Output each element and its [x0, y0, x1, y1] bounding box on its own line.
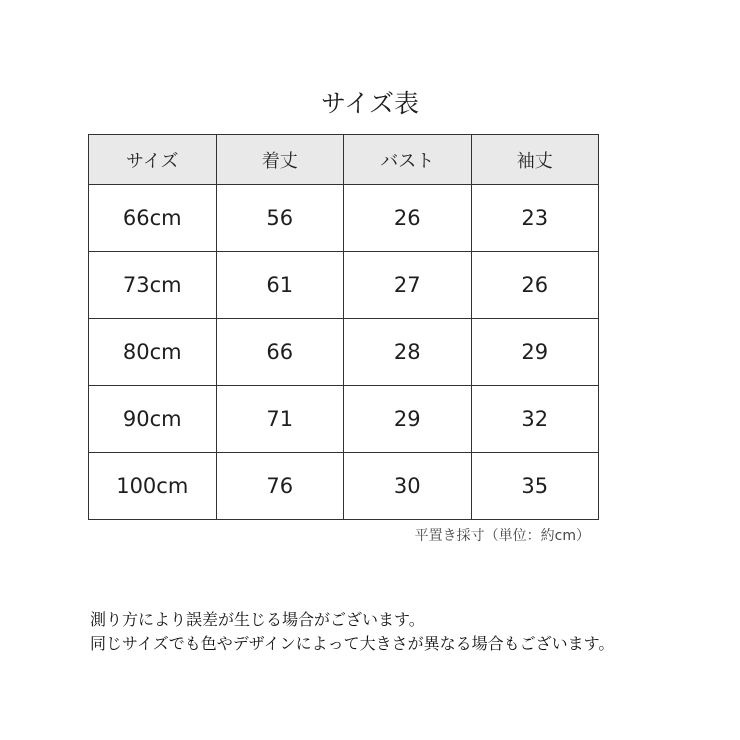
cell-sleeve: 26	[471, 252, 599, 319]
note-line: 測り方により誤差が生じる場合がございます。	[90, 610, 425, 629]
table-row	[89, 185, 599, 252]
cell-bust: 26	[344, 185, 472, 252]
table-row	[89, 386, 599, 453]
column-header-bust: バスト	[344, 135, 472, 185]
table-header-row	[89, 135, 599, 185]
cell-bust: 30	[344, 453, 472, 520]
notes	[90, 608, 614, 656]
cell-length: 76	[216, 453, 344, 520]
cell-bust: 28	[344, 319, 472, 386]
cell-sleeve: 35	[471, 453, 599, 520]
cell-sleeve: 29	[471, 319, 599, 386]
size-table	[88, 134, 599, 520]
column-header-length: 着丈	[216, 135, 344, 185]
cell-bust: 27	[344, 252, 472, 319]
cell-sleeve: 23	[471, 185, 599, 252]
table-row	[89, 453, 599, 520]
cell-length: 61	[216, 252, 344, 319]
table-row	[89, 252, 599, 319]
table-body	[89, 185, 599, 520]
cell-size: 90cm	[89, 386, 217, 453]
cell-bust: 29	[344, 386, 472, 453]
column-header-size: サイズ	[89, 135, 217, 185]
cell-length: 56	[216, 185, 344, 252]
cell-size: 80cm	[89, 319, 217, 386]
cell-length: 66	[216, 319, 344, 386]
cell-size: 100cm	[89, 453, 217, 520]
cell-size: 73cm	[89, 252, 217, 319]
table-row	[89, 319, 599, 386]
column-header-sleeve: 袖丈	[471, 135, 599, 185]
table-header	[89, 135, 599, 185]
note-line: 同じサイズでも色やデザインによって大きさが異なる場合もございます。	[90, 634, 615, 653]
unit-note: 平置き採寸（単位：約cm）	[414, 528, 590, 544]
cell-length: 71	[216, 386, 344, 453]
cell-sleeve: 32	[471, 386, 599, 453]
page-title: サイズ表	[320, 89, 419, 118]
cell-size: 66cm	[89, 185, 217, 252]
